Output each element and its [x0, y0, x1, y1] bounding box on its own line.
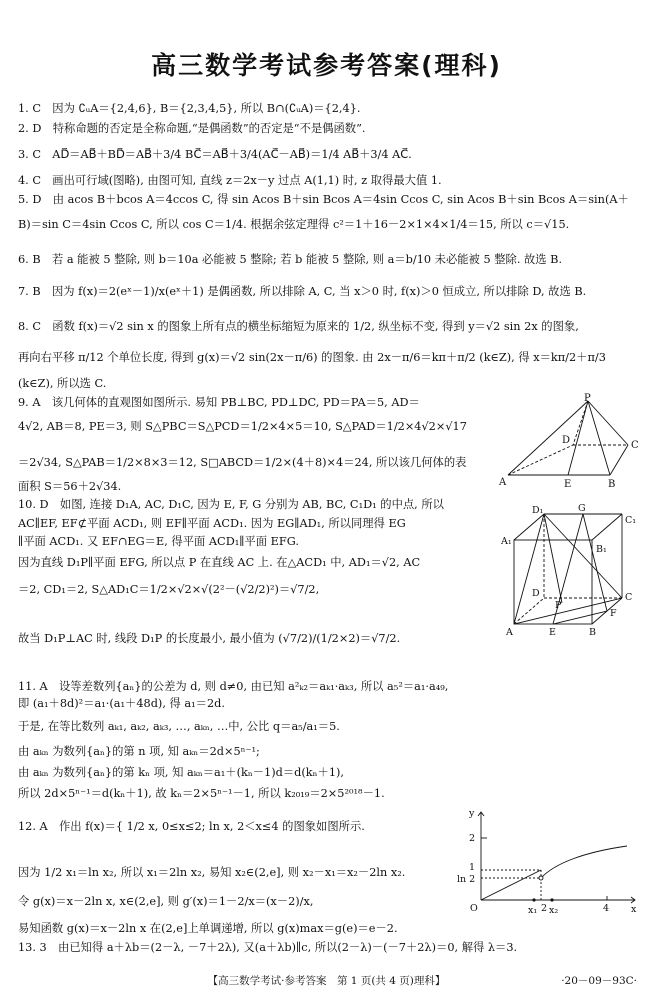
fig10-label: F — [610, 608, 617, 619]
answer-line: 10. D 如图, 连接 D₁A, AC, D₁C, 因为 E, F, G 分别为 AB, BC, C₁D₁ 的中点, 所以 — [18, 498, 444, 511]
fig9-label: E — [564, 479, 572, 490]
footer-center-text: 【高三数学考试·参考答案 第 1 页(共 4 页)理科】 — [207, 975, 446, 987]
fig12-label: ln 2 — [457, 874, 476, 885]
answer-line: 13. 3 由已知得 a＋λb＝(2－λ, －7＋2λ), 又(a＋λb)∥c, 所以(2－λ)－(－7＋2λ)＝0, 解得 λ＝3. — [18, 941, 518, 954]
answer-line: 6. B 若 a 能被 5 整除, 则 b＝10a 必能被 5 整除; 若 b 能被 5 整除, 则 a＝b/10 未必能被 5 整除. 故选 B. — [18, 253, 563, 266]
answer-line: 9. A 该几何体的直观图如图所示. 易知 PB⊥BC, PD⊥DC, PD＝PA＝5, AD＝ — [18, 396, 420, 409]
fig10-label: D — [532, 588, 540, 599]
fig12-label: y — [469, 808, 475, 819]
answer-line: (k∈Z), 所以选 C. — [18, 377, 107, 390]
answer-line: B)＝sin C＝4sin Ccos C, 所以 cos C＝1/4. 根据余弦定理得 c²＝1＋16－2×1×4×1/4＝15, 所以 c＝√15. — [18, 218, 570, 231]
answer-line: 1. C 因为 ∁ᵤA＝{2,4,6}, B＝{2,3,4,5}, 所以 B∩(∁ᵤA)＝{2,4}. — [18, 102, 361, 115]
answer-line: 易知函数 g(x)＝x－2ln x 在(2,e]上单调递增, 所以 g(x)max＝g(e)＝e－2. — [18, 922, 398, 935]
answer-line: 4. C 画出可行域(图略), 由图可知, 直线 z＝2x－y 过点 A(1,1) 时, z 取得最大值 1. — [18, 174, 442, 187]
answer-line: 令 g(x)＝x－2ln x, x∈(2,e], 则 g′(x)＝1－2/x＝(x－2)/x, — [18, 895, 314, 908]
figure-q10-cube — [500, 500, 645, 640]
fig10-label: G — [578, 503, 586, 514]
fig9-label: C — [631, 440, 639, 451]
answer-line: 再向右平移 π/12 个单位长度, 得到 g(x)＝√2 sin(2x－π/6) 的图象. 由 2x－π/6＝kπ＋π/2 (k∈Z), 得 x＝kπ/2＋π/3 — [18, 351, 606, 364]
answer-line: ＝2, CD₁＝2, S△AD₁C＝1/2×√2×√(2²－(√2/2)²)＝√7/2, — [18, 583, 320, 596]
fig12-label: 2 — [541, 903, 548, 914]
answer-line: 2. D 特称命题的否定是全称命题,“是偶函数”的否定是“不是偶函数”. — [18, 122, 366, 135]
fig12-label: x₂ — [549, 905, 559, 916]
answer-line: 所以 2d×5ⁿ⁻¹＝d(kₙ＋1), 故 kₙ＝2×5ⁿ⁻¹－1, 所以 k₂₀₁₉＝2×5²⁰¹⁸－1. — [18, 787, 385, 800]
answer-line: 因为直线 D₁P∥平面 EFG, 所以点 P 在直线 AC 上. 在△ACD₁ 中, AD₁＝√2, AC — [18, 556, 421, 569]
fig10-label: B — [589, 627, 596, 638]
fig12-label: x₁ — [528, 905, 538, 916]
answer-line: 11. A 设等差数列{aₙ}的公差为 d, 则 d≠0, 由已知 a²ₖ₂＝aₖ₁·aₖ₃, 所以 a₅²＝a₁·a₄₉, — [18, 680, 449, 693]
answer-line: 5. D 由 acos B＋bcos A＝4ccos C, 得 sin Acos B＋sin Bcos A＝4sin Ccos C, sin Acos B＋sin Bcos A＝sin(A＋ — [18, 193, 629, 206]
answer-line: 于是, 在等比数列 aₖ₁, aₖ₂, aₖ₃, …, aₖₙ, …中, 公比 q＝a₅/a₁＝5. — [18, 720, 340, 733]
answer-line: ＝2√34, S△PAB＝1/2×8×3＝12, S□ABCD＝1/2×(4＋8)×4＝24, 所以该几何体的表 — [18, 456, 467, 469]
fig10-label: B₁ — [596, 544, 607, 555]
answer-line: 7. B 因为 f(x)＝2(eˣ－1)/x(eˣ＋1) 是偶函数, 所以排除 A, C, 当 x＞0 时, f(x)＞0 恒成立, 所以排除 D, 故选 B. — [18, 285, 587, 298]
fig12-label: 1 — [469, 862, 476, 873]
page-title: 高三数学考试参考答案(理科) — [151, 51, 502, 80]
fig10-label: D₁ — [532, 505, 544, 516]
fig10-label: P — [555, 600, 562, 611]
figure-q12-graph — [455, 808, 643, 918]
fig9-label: B — [608, 479, 616, 490]
answer-line: 12. A 作出 f(x)＝{ 1/2 x, 0≤x≤2; ln x, 2＜x≤4 的图象如图所示. — [18, 820, 365, 833]
fig12-label: x — [631, 904, 637, 915]
fig10-label: C₁ — [625, 515, 637, 526]
fig10-label: E — [549, 627, 556, 638]
figure-q9-pyramid — [498, 393, 643, 493]
fig12-label: 2 — [469, 833, 476, 844]
answer-line: 因为 1/2 x₁＝ln x₂, 所以 x₁＝2ln x₂, 易知 x₂∈(2,e], 则 x₂－x₁＝x₂－2ln x₂. — [18, 866, 406, 879]
fig10-label: A — [506, 627, 513, 638]
footer-code: ·20－09－93C· — [561, 975, 637, 987]
answer-line: 8. C 函数 f(x)＝√2 sin x 的图象上所有点的横坐标缩短为原来的 1/2, 纵坐标不变, 得到 y＝√2 sin 2x 的图象, — [18, 320, 579, 333]
answer-line: 3. C AD⃗＝AB⃗＋BD⃗＝AB⃗＋3/4 BC⃗＝AB⃗＋3/4(AC⃗－AB⃗)＝1/4 AB⃗＋3/4 AC⃗. — [18, 148, 412, 161]
answer-line: 4√2, AB＝8, PE＝3, 则 S△PBC＝S△PCD＝1/2×4×5＝10, S△PAD＝1/2×4√2×√17 — [18, 420, 467, 433]
answer-line: 面积 S＝56＋2√34. — [18, 480, 122, 493]
fig10-label: C — [625, 592, 633, 603]
fig9-label: A — [499, 477, 507, 488]
answer-line: ∥平面 ACD₁. 又 EF∩EG＝E, 得平面 ACD₁∥平面 EFG. — [18, 535, 299, 548]
answer-line: AC∥EF, EF⊄平面 ACD₁, 则 EF∥平面 ACD₁. 因为 EG∥AD₁, 所以同理得 EG — [18, 517, 406, 530]
fig12-label: 4 — [603, 903, 610, 914]
fig10-label: A₁ — [501, 536, 512, 547]
answer-line: 由 aₖₙ 为数列{aₙ}的第 kₙ 项, 知 aₖₙ＝a₁＋(kₙ－1)d＝d(kₙ＋1), — [18, 766, 345, 779]
fig9-label: D — [562, 435, 571, 446]
fig9-label: P — [584, 393, 591, 404]
answer-line: 由 aₖₙ 为数列{aₙ}的第 n 项, 知 aₖₙ＝2d×5ⁿ⁻¹; — [18, 745, 260, 758]
answer-line: 故当 D₁P⊥AC 时, 线段 D₁P 的长度最小, 最小值为 (√7/2)/(1/2×2)＝√7/2. — [18, 632, 401, 645]
fig12-label: O — [470, 903, 478, 914]
answer-line: 即 (a₁＋8d)²＝a₁·(a₁＋48d), 得 a₁＝2d. — [18, 697, 225, 710]
